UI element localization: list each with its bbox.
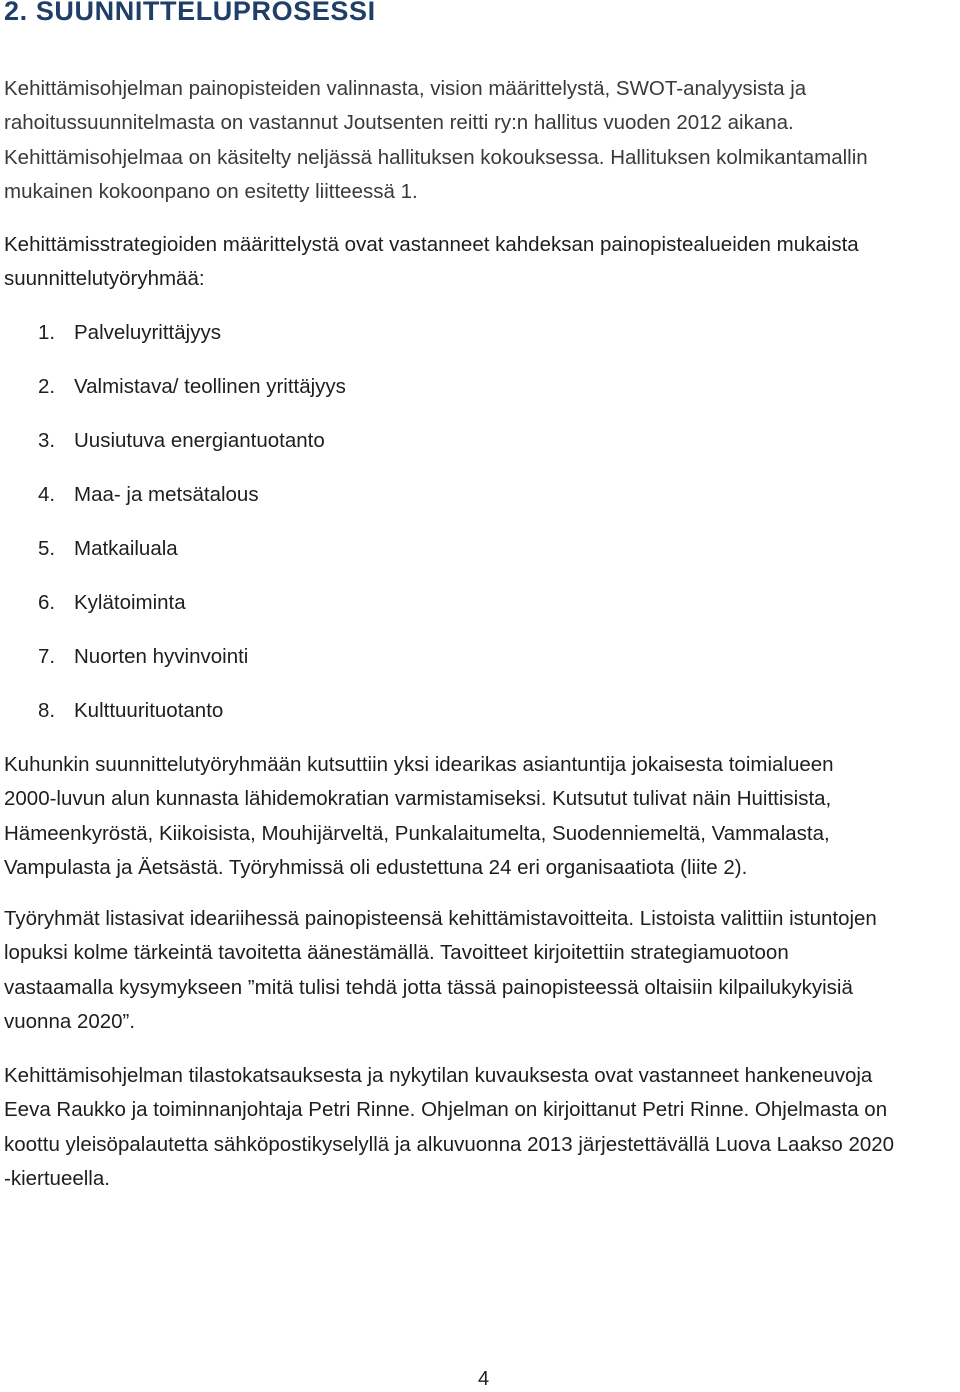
paragraph-line: 2000-luvun alun kunnasta lähidemokratian varmistamiseksi. Kutsutut tulivat näin Huittisista, <box>4 787 832 811</box>
paragraph-line: Kehittämisstrategioiden määrittelystä ovat vastanneet kahdeksan painopistealueiden mukaista <box>4 233 859 256</box>
list-item <box>38 694 346 748</box>
list-label: Kulttuurituotanto <box>74 699 224 722</box>
paragraph-line: koottu yleisöpalautetta sähköpostikyselyllä ja alkuvuonna 2013 järjestettävällä Luova Laakso 2020 <box>4 1132 895 1156</box>
list-label: Uusiutuva energiantuotanto <box>74 429 325 452</box>
paragraph-line: lopuksi kolme tärkeintä tavoitetta äänestämällä. Tavoitteet kirjoitettiin strategiamuotoon <box>4 941 789 965</box>
list-label: Matkailuala <box>74 537 178 560</box>
strategy-paragraph <box>4 228 859 297</box>
paragraph-line: suunnittelutyöryhmää: <box>4 267 205 291</box>
paragraph-line: rahoitussuunnitelmasta on vastannut Joutsenten reitti ry:n hallitus vuoden 2012 aikana. <box>4 111 794 135</box>
paragraph-line: Kehittämisohjelmaa on käsitelty neljässä hallituksen kokouksessa. Hallituksen kolmikantamallin <box>4 145 868 169</box>
paragraph-line: vuonna 2020”. <box>4 1009 136 1033</box>
list-item <box>38 478 346 532</box>
list-item <box>38 316 346 370</box>
paragraph-line: vastaamalla kysymykseen ”mitä tulisi tehdä jotta tässä painopisteessä oltaisiin kilpailukykyisiä <box>4 975 853 999</box>
list-item <box>38 640 346 694</box>
list-item <box>38 532 346 586</box>
paragraph-line: -kiertueella. <box>4 1166 110 1190</box>
list-label: Valmistava/ teollinen yrittäjyys <box>74 375 346 398</box>
paragraph-line: Kehittämisohjelman tilastokatsauksesta ja nykytilan kuvauksesta ovat vastanneet hankeneuvoja <box>4 1064 873 1087</box>
paragraph-line: Kehittämisohjelman painopisteiden valinnasta, vision määrittelystä, SWOT-analyysista ja <box>4 77 807 100</box>
list-number: 4. <box>38 483 56 506</box>
paragraph-line: Vampulasta ja Äetsästä. Työryhmissä oli edustettuna 24 eri organisaatiota (liite 2). <box>4 855 748 879</box>
paragraph-line: Työryhmät listasivat ideariihessä painopisteensä kehittämistavoitteita. Listoista valittiin istuntojen <box>4 907 877 930</box>
experts-paragraph <box>4 748 834 885</box>
section-heading: 2. SUUNNITTELUPROSESSI <box>4 0 376 26</box>
intro-paragraph <box>4 72 868 209</box>
paragraph-line: Hämeenkyröstä, Kiikoisista, Mouhijärveltä, Punkalaitumelta, Suodenniemeltä, Vammalasta, <box>4 821 830 845</box>
list-label: Palveluyrittäjyys <box>74 321 221 344</box>
list-label: Nuorten hyvinvointi <box>74 645 249 668</box>
list-item <box>38 424 346 478</box>
goals-paragraph <box>4 902 877 1039</box>
list-number: 1. <box>38 321 56 344</box>
list-label: Kylätoiminta <box>74 591 186 614</box>
authors-paragraph <box>4 1059 894 1196</box>
list-item <box>38 370 346 424</box>
list-label: Maa- ja metsätalous <box>74 483 259 506</box>
working-group-list <box>38 316 346 748</box>
paragraph-line: mukainen kokoonpano on esitetty liitteessä 1. <box>4 179 418 203</box>
list-item <box>38 586 346 640</box>
list-number: 5. <box>38 537 56 560</box>
list-number: 2. <box>38 375 56 398</box>
list-number: 7. <box>38 645 56 668</box>
list-number: 6. <box>38 591 56 614</box>
list-number: 8. <box>38 699 56 722</box>
paragraph-line: Eeva Raukko ja toiminnanjohtaja Petri Rinne. Ohjelman on kirjoittanut Petri Rinne. Ohjelmasta on <box>4 1098 888 1122</box>
page-number: 4 <box>478 1368 490 1390</box>
list-number: 3. <box>38 429 56 452</box>
paragraph-line: Kuhunkin suunnittelutyöryhmään kutsuttiin yksi idearikas asiantuntija jokaisesta toimialueen <box>4 753 834 776</box>
